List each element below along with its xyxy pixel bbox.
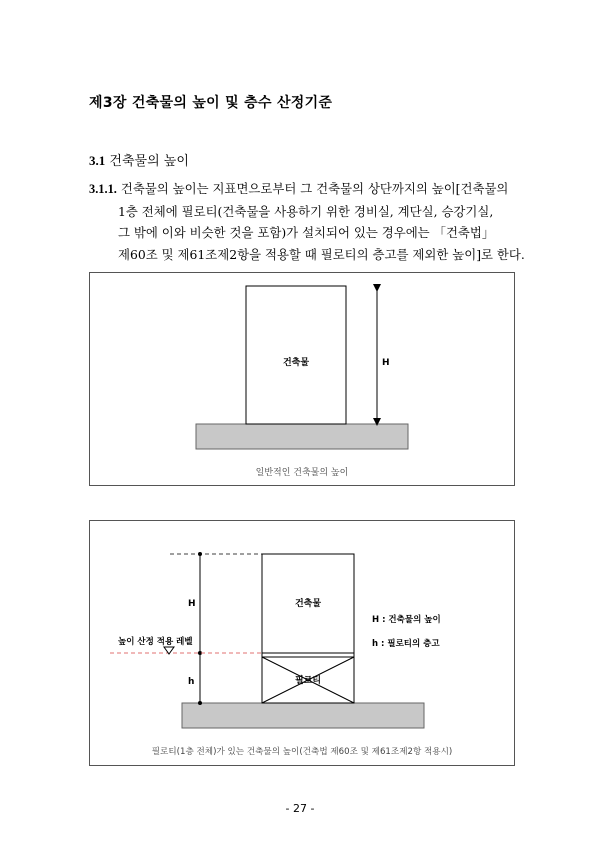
- figure1-caption: 일반적인 건축물의 높이: [255, 468, 349, 478]
- chapter-title: 제3장 건축물의 높이 및 층수 산정기준: [89, 95, 333, 111]
- height-label: H: [382, 358, 390, 368]
- figure2-caption: 필로티(1층 전체)가 있는 건축물의 높이(건축법 제60조 및 제61조제2항 적용시): [151, 747, 453, 757]
- paragraph-line-3: 그 밖에 이와 비슷한 것을 포함)가 설치되어 있는 경우에는 「건축법」: [118, 225, 495, 240]
- piloti-label: 필로티: [294, 676, 322, 686]
- paragraph-line-1: 3.1.1. 건축물의 높이는 지표면으로부터 그 건축물의 상단까지의 높이[건축물의: [89, 181, 509, 196]
- legend-height-H: H : 건축물의 높이: [372, 615, 441, 625]
- paragraph-3-1-1: [89, 178, 525, 265]
- section-title: 건축물의 높이: [109, 154, 189, 169]
- paragraph-line-4: 제60조 및 제61조제2항을 적용할 때 필로티의 층고를 제외한 높이]로 한다.: [118, 246, 525, 262]
- figure1-drawing: [90, 273, 514, 485]
- page-number: - 27 -: [285, 802, 315, 815]
- building-label: 건축물: [294, 599, 322, 609]
- legend-height-h: h : 필로티의 층고: [372, 639, 440, 649]
- section-heading: [89, 150, 189, 169]
- figure2-drawing: [90, 521, 514, 765]
- level-marker-triangle: [164, 647, 174, 654]
- building-block: [246, 286, 346, 424]
- ground-base: [196, 424, 408, 449]
- dimension-point-bottom: [198, 701, 202, 705]
- dimension-point-top: [198, 552, 202, 556]
- level-label: 높이 산정 적용 레벨: [118, 637, 193, 647]
- height-label-lower: h: [188, 677, 195, 687]
- figure-piloti-building-height: [89, 520, 515, 766]
- figure-general-building-height: [89, 272, 515, 486]
- paragraph-line-2: 1층 전체에 필로티(건축물을 사용하기 위한 경비실, 계단실, 승강기실,: [118, 203, 494, 219]
- paragraph-number: 3.1.1.: [89, 182, 117, 196]
- building-label: 건축물: [282, 358, 310, 368]
- ground-base: [182, 703, 424, 728]
- height-label-upper: H: [188, 599, 196, 609]
- section-number: 3.1: [89, 153, 106, 168]
